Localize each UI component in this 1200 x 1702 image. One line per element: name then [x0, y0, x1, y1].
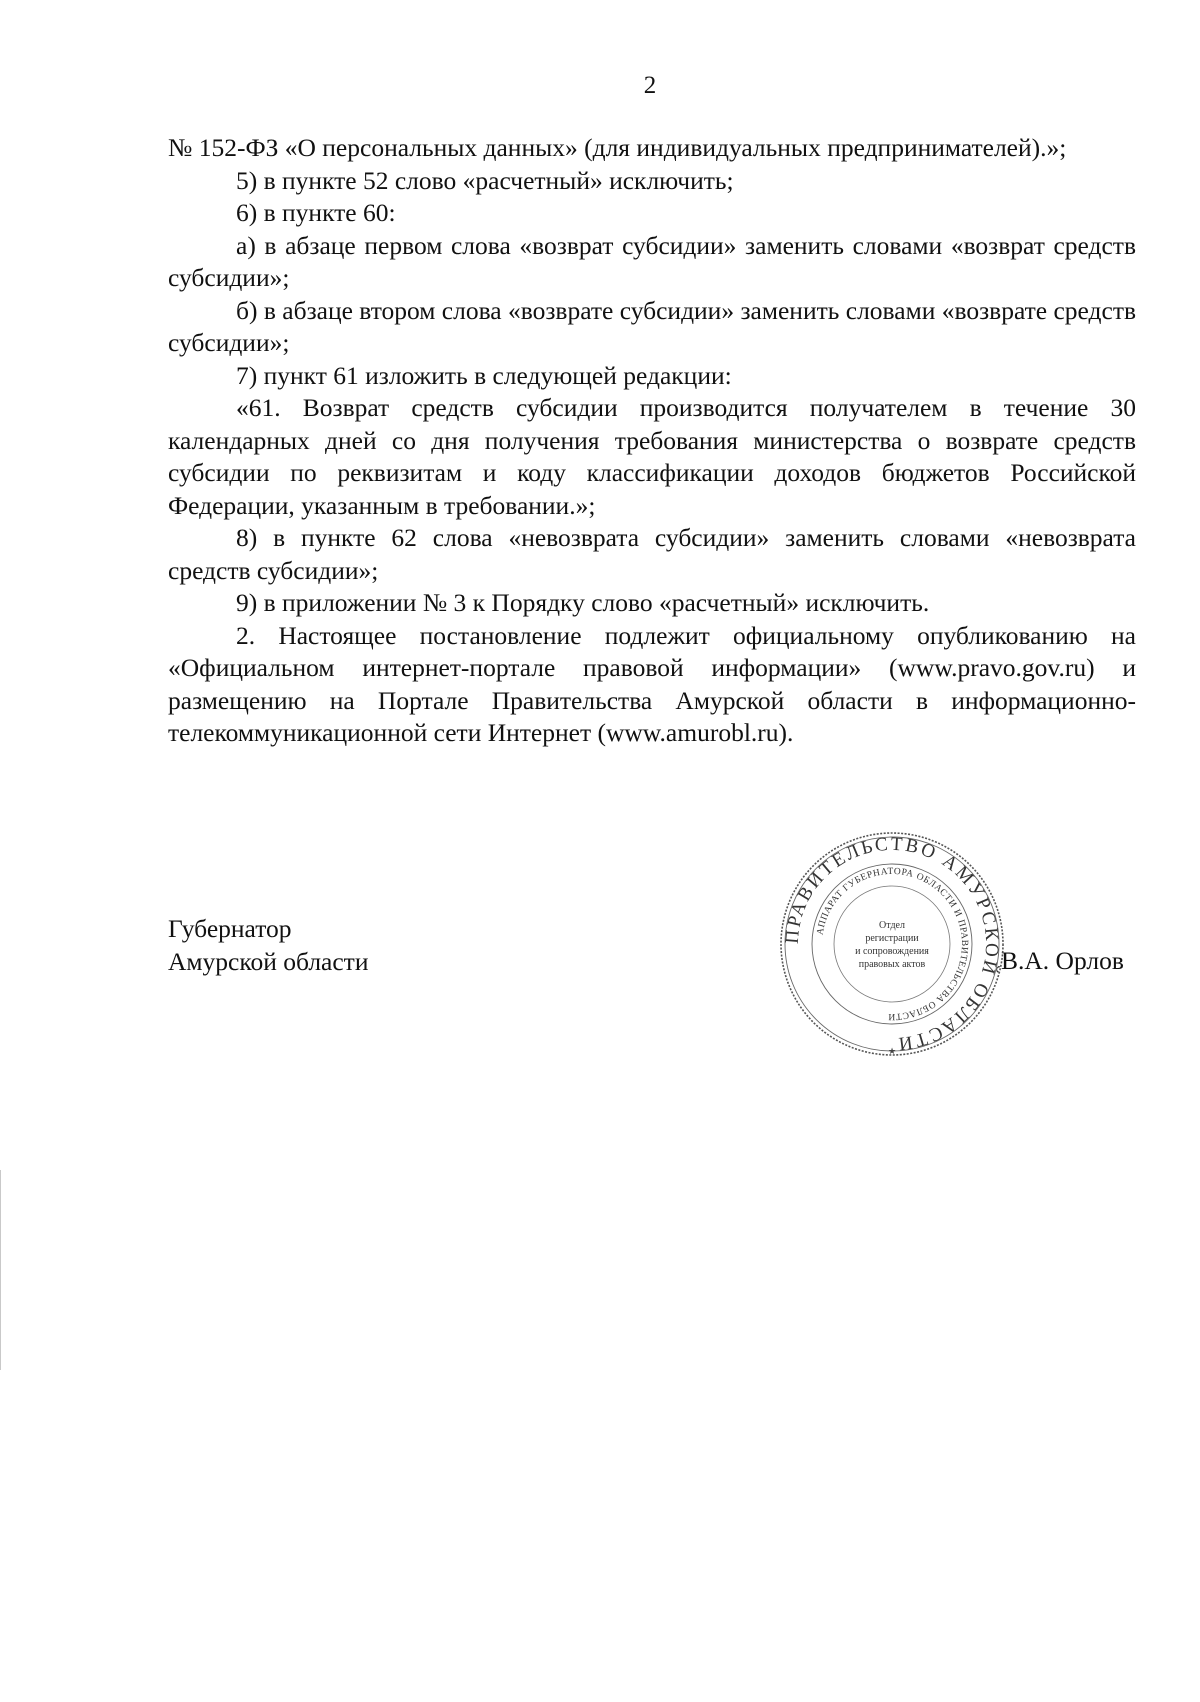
paragraph-item-5: 5) в пункте 52 слово «расчетный» исключить; [236, 165, 734, 195]
signatory-position-line1: Губернатор [168, 914, 292, 943]
paragraph-continuation: № 152-ФЗ «О персональных данных» (для индивидуальных предпринимателей).»; [168, 133, 1067, 162]
paragraph-item-7: 7) пункт 61 изложить в следующей редакции: [236, 360, 732, 390]
paragraph-item-6a: а) в абзаце первом слова «возврат субсидии» заменить словами «возврат средств субсидии»; [168, 230, 1136, 292]
paragraph-item-6: 6) в пункте 60: [236, 198, 396, 227]
page-number: 2 [643, 72, 657, 99]
seal-star-icon: ★ [887, 1046, 897, 1056]
seal-inner-text: АППАРАТ ГУБЕРНАТОРА ОБЛАСТИ И ПРАВИТЕЛЬСТВА ОБЛАСТИ [815, 866, 970, 1022]
paragraph-item-61-text: «61. Возврат средств субсидии производится получателем в течение 30 календарных дней со дня получения требования министерства о возврате средств субсидии по реквизитам и коду классификации доходов бюджетов Российской Федерации, указанным в требовании.»; [168, 393, 1136, 520]
paragraph-item-8: 8) в пункте 62 слова «невозврата субсидии» заменить словами «невозврата средств субсидии»; [168, 523, 1136, 585]
document-body [168, 132, 1136, 750]
scan-edge-line [0, 1170, 1, 1370]
seal-center-line3: и сопровождения [855, 946, 929, 957]
signatory-name: В.А. Орлов [1001, 946, 1124, 975]
seal-center-line2: регистрации [865, 933, 919, 944]
official-seal [776, 828, 1008, 1060]
seal-center-line4: правовых актов [858, 959, 926, 970]
paragraph-publication: 2. Настоящее постановление подлежит официальному опубликованию на «Официальном интернет-портале правовой информации» (www.pravo.gov.ru) и размещению на Портале Правительства Амурской области в информационно-телекоммуникационной сети Интернет (www.amurobl.ru). [168, 620, 1136, 747]
seal-outer-text: ПРАВИТЕЛЬСТВО АМУРСКОЙ ОБЛАСТИ [781, 833, 1003, 1055]
seal-center-line1: Отдел [879, 920, 905, 931]
paragraph-item-9: 9) в приложении № 3 к Порядку слово «расчетный» исключить. [236, 588, 930, 617]
signatory-position [168, 912, 368, 978]
signatory-position-line2: Амурской области [168, 947, 369, 976]
paragraph-item-6b: б) в абзаце втором слова «возврате субсидии» заменить словами «возврате средств субсидии»; [168, 295, 1136, 357]
